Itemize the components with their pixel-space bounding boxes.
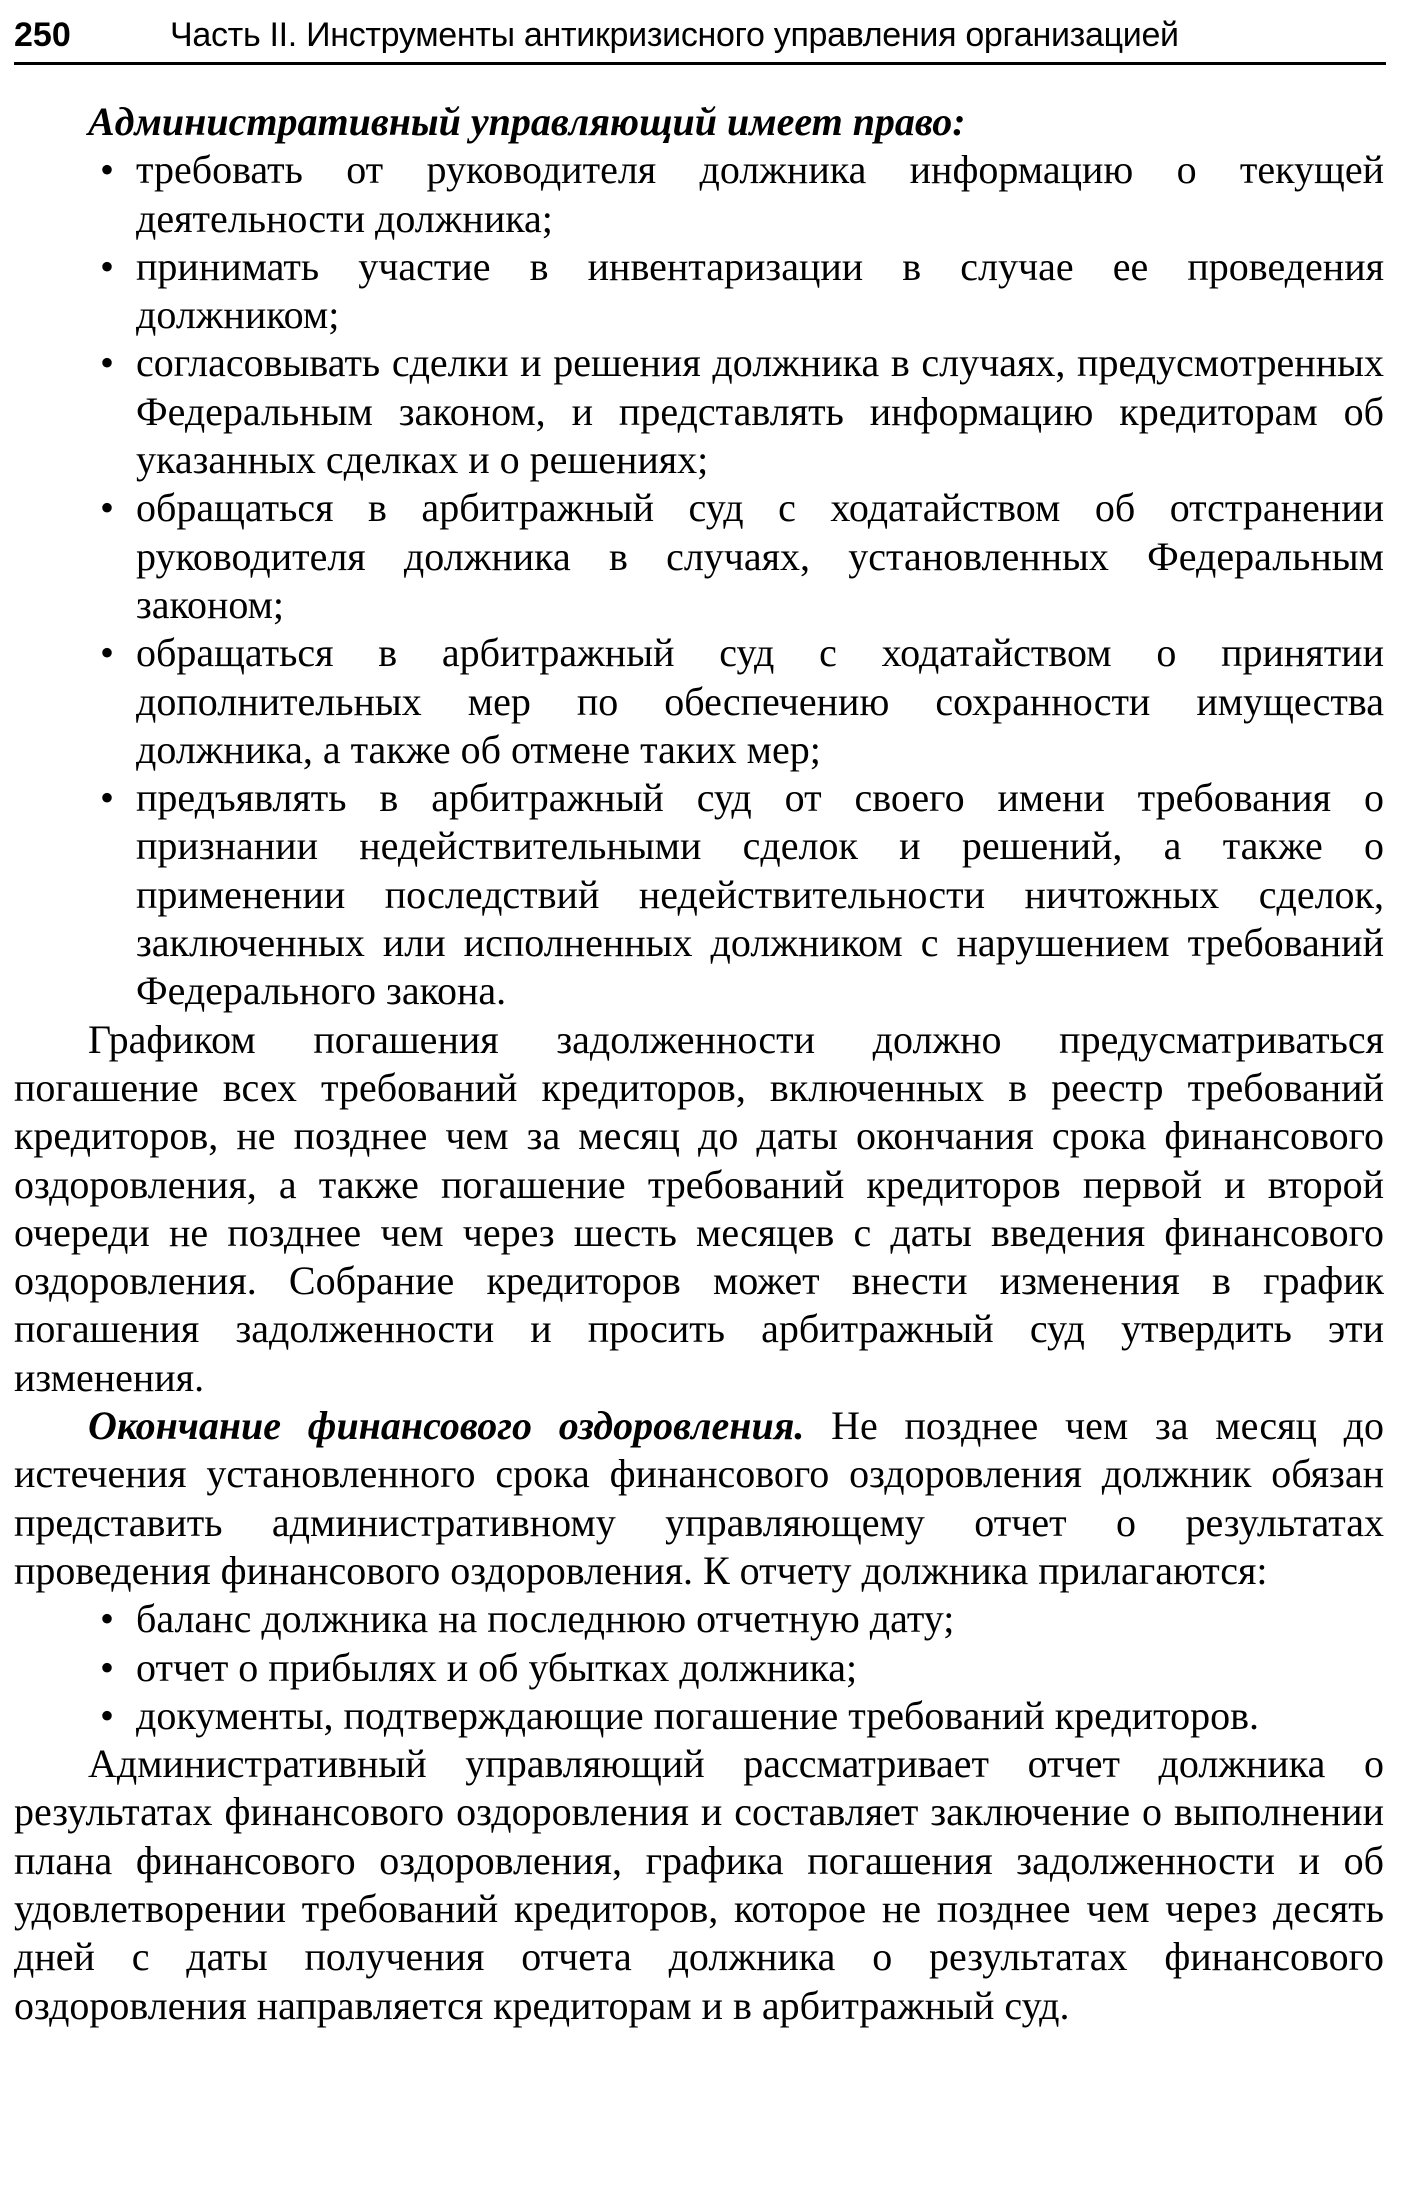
schedule-paragraph: Графиком погашения задолженности должно предусматриваться погашение всех требований кредиторов, включенных в реестр требований кредиторов, не позднее чем за месяц до даты окончания срока финансового оздоровления, а также погашение требований кредиторов первой и второй очереди не позднее чем через шесть месяцев с даты введения финансового оздоровления. Собрание кредиторов может внести изменения в график погашения задолженности и просить арбитражный суд утвердить эти изменения. (14, 1016, 1384, 1400)
list-item-text: требовать от руководителя должника информацию о текущей деятельности должника; (136, 147, 1384, 241)
header-rule (14, 62, 1386, 65)
end-of-recovery-paragraph (14, 1402, 1384, 1595)
list-item-text: предъявлять в арбитражный суд от своего имени требования о признании недействительными сделок и решений, а также о применении последствий недействительности ничтожных сделок, заключенных или исполненных должником с нарушением требований Федерального закона. (136, 775, 1384, 1014)
list-item (100, 1595, 1384, 1643)
list-item (100, 146, 1384, 243)
list-item-text: баланс должника на последнюю отчетную дату; (136, 1596, 955, 1642)
final-paragraph: Административный управляющий рассматривает отчет должника о результатах финансового оздоровления и составляет заключение о выполнении плана финансового оздоровления, графика погашения задолженности и об удовлетворении требований кредиторов, которое не позднее чем через десять дней с даты получения отчета должника о результатах финансового оздоровления направляется кредиторам и в арбитражный суд. (14, 1741, 1384, 2028)
list-item (100, 484, 1384, 629)
bullet-icon: • (100, 1692, 115, 1738)
end-of-recovery-text: Не позднее чем за месяц до истечения установленного срока финансового оздоровления должник обязан представить административному управляющему отчет о результатах проведения финансового оздоровления. К отчету должника прилагаются: (14, 1403, 1385, 1593)
running-title: Часть II. Инструменты антикризисного управления организацией (170, 16, 1179, 54)
bullet-icon: • (100, 485, 115, 531)
list-item (100, 629, 1384, 774)
list-item-text: согласовывать сделки и решения должника в случаях, предусмотренных Федеральным законом, и представлять информацию кредиторам об указанных сделках и о решениях; (136, 340, 1384, 483)
list-item (100, 1644, 1384, 1692)
list-item-text: принимать участие в инвентаризации в случае ее проведения должником; (136, 243, 1384, 338)
bullet-icon: • (100, 1644, 115, 1690)
rights-lead: Административный управляющий имеет право: (88, 99, 966, 144)
end-of-recovery-heading: Окончание финансового оздоровления. (88, 1403, 805, 1449)
list-item-text: обращаться в арбитражный суд с ходатайством о принятии дополнительных мер по обеспечению сохранности имущества должника, а также об отмене таких мер; (136, 630, 1384, 772)
list-item (100, 243, 1384, 340)
list-item-text: отчет о прибылях и об убытках должника; (136, 1644, 858, 1690)
list-item-text: обращаться в арбитражный суд с ходатайством об отстранении руководителя должника в случаях, установленных Федеральным законом; (136, 485, 1384, 627)
page-body (14, 98, 1384, 2030)
list-item (100, 774, 1384, 1015)
rights-list (14, 146, 1384, 1015)
page-header (14, 14, 1386, 56)
list-item-text: документы, подтверждающие погашение требований кредиторов. (136, 1692, 1259, 1738)
attachments-list (14, 1595, 1384, 1740)
bullet-icon: • (100, 147, 115, 193)
bullet-icon: • (100, 1596, 115, 1642)
bullet-icon: • (100, 775, 115, 821)
page-number: 250 (14, 16, 71, 54)
bullet-icon: • (100, 630, 115, 676)
bullet-icon: • (100, 340, 115, 386)
list-item (100, 339, 1384, 484)
bullet-icon: • (100, 243, 115, 289)
list-item (100, 1692, 1384, 1740)
